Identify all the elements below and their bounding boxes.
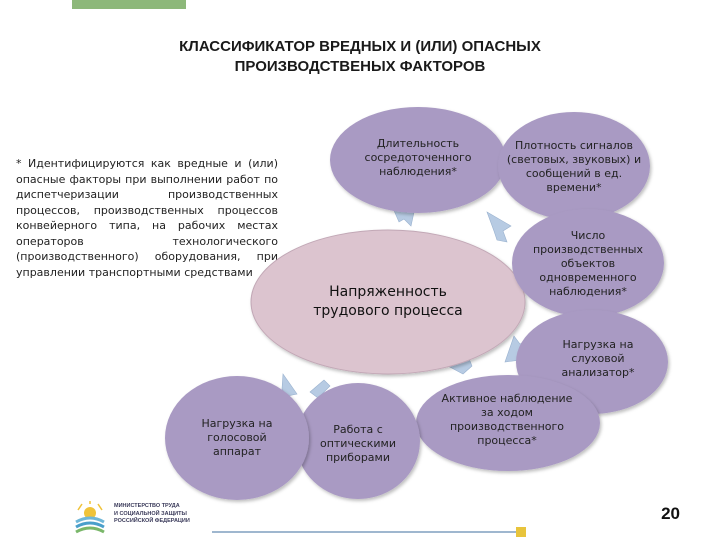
- ministry-logo-icon: [72, 500, 108, 536]
- center-label: Напряженность трудового процесса: [313, 284, 463, 319]
- node-optical-devices-label: Работа с оптическими приборами: [319, 423, 397, 464]
- arrow-signal-to-center: [487, 212, 511, 242]
- ministry-name-line-3: РОССИЙСКОЙ ФЕДЕРАЦИИ: [114, 518, 190, 524]
- node-objects-count-label: Число производственных объектов одновременного наблюдения*: [532, 229, 643, 298]
- node-hearing-load-label: Нагрузка на слуховой анализатор*: [561, 338, 635, 379]
- node-duration-label: Длительность сосредоточенного наблюдения*: [364, 137, 472, 178]
- ministry-name-line-2: И СОЦИАЛЬНОЙ ЗАЩИТЫ: [114, 510, 187, 517]
- title-line-1: КЛАССИФИКАТОР ВРЕДНЫХ И (ИЛИ) ОПАСНЫХ: [179, 38, 541, 55]
- node-voice-load-label: Нагрузка на голосовой аппарат: [201, 417, 273, 458]
- node-signal-density-label: Плотность сигналов (световых, звуковых) и сообщений в ед. времени*: [506, 139, 642, 194]
- page-number: 20: [661, 504, 680, 523]
- node-active-observation-label: Активное наблюдение за ходом производственного процесса*: [441, 392, 573, 447]
- footnote-text: * Идентифицируются как вредные и (или) опасные факторы при выполнении работ по диспетчеризации производственных процессов, производственных процессов конвейерного типа, на рабочих местах операторов технологического (производственного) оборудования, при управлении транспортными средствами: [16, 157, 278, 279]
- ministry-name-line-1: МИНИСТЕРСТВО ТРУДА: [114, 503, 180, 509]
- ministry-name: [114, 503, 224, 526]
- footer-accent: [516, 527, 526, 537]
- footer-divider: [212, 531, 522, 533]
- title-line-2: ПРОИЗВОДСТВЕНЫХ ФАКТОРОВ: [234, 58, 486, 75]
